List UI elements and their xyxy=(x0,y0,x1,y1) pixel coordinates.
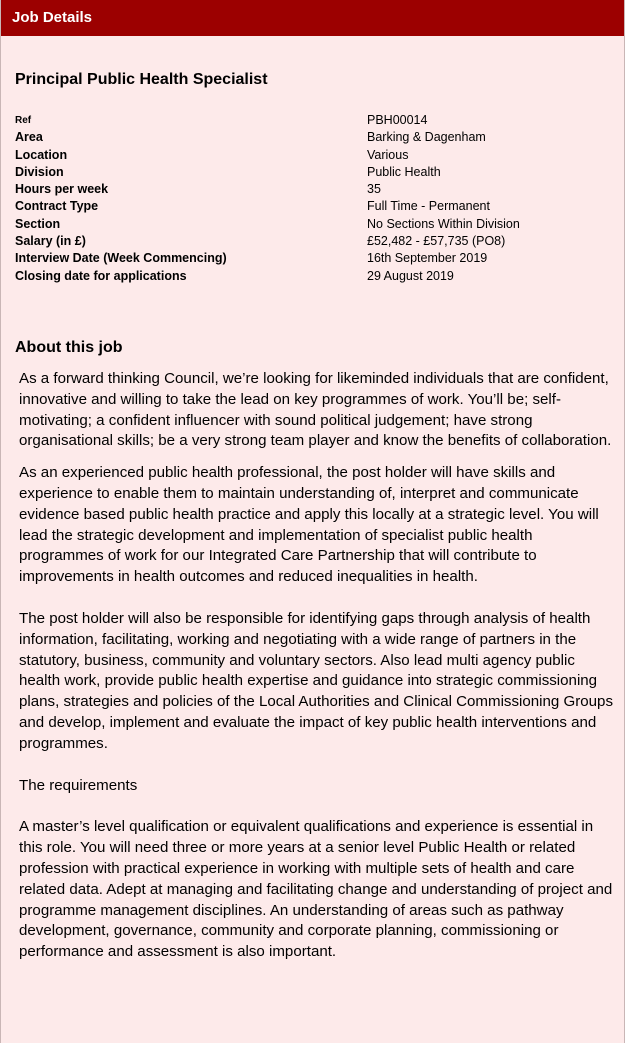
detail-row-contract-type xyxy=(1,198,624,215)
requirements-heading: The requirements xyxy=(19,776,138,794)
about-paragraph: The post holder will also be responsible for identifying gaps through analysis of health information, facilitating, working and negotiating with a wide range of partners in the statutory, business, community and voluntary sectors. Also lead multi agency public health work, provide public health expertise and guidance into strategic commissioning plans, strategies and policies of the Local Authorities and Clinical Commissioning Groups and develop, implement and evaluate the impact of key public health interventions and programmes. xyxy=(19,609,613,752)
detail-row-hours xyxy=(1,181,624,198)
detail-row-location xyxy=(1,147,624,164)
detail-label: Closing date for applications xyxy=(15,268,187,283)
detail-value: Barking & Dagenham xyxy=(367,130,486,145)
job-title: Principal Public Health Specialist xyxy=(15,71,268,88)
detail-row-division xyxy=(1,164,624,181)
detail-label: Location xyxy=(15,147,68,162)
detail-value: £52,482 - £57,735 (PO8) xyxy=(367,234,506,249)
detail-value: No Sections Within Division xyxy=(367,216,520,231)
detail-value: Various xyxy=(367,147,409,162)
detail-value: Full Time - Permanent xyxy=(367,199,490,214)
about-paragraph: As an experienced public health professional, the post holder will have skills and experience to enable them to maintain understanding of, interpret and communicate evidence based public health practice and apply this locally at a strategic level. You will lead the strategic development and implementation of specialist public health programmes of work for our Integrated Care Partnership that will contribute to improvements in health outcomes and reduced inequalities in health. xyxy=(19,464,599,586)
detail-value: Public Health xyxy=(367,164,441,179)
detail-label: Salary (in £) xyxy=(15,234,86,249)
panel-header: Job Details xyxy=(1,0,624,36)
detail-value: PBH00014 xyxy=(367,113,428,127)
detail-row-area xyxy=(1,129,624,146)
detail-value: 16th September 2019 xyxy=(367,251,488,266)
about-body xyxy=(19,369,616,963)
detail-label: Area xyxy=(15,130,43,145)
about-heading: About this job xyxy=(15,338,123,356)
detail-label: Division xyxy=(15,164,64,179)
about-paragraph: A master’s level qualification or equivalent qualifications and experience is essential in this role. You will need three or more years at a senior level Public Health or related profession with practical experience in working with multiple sets of health and care related data. Adept at managing and facilitating change and understanding of project and programme management disciplines. An understanding of areas such as pathway development, governance, community and corporate planning, commissioning or performance and assessment is also important. xyxy=(19,818,613,961)
detail-row-ref xyxy=(1,112,624,129)
detail-label: Section xyxy=(15,216,61,231)
detail-value: 29 August 2019 xyxy=(367,268,454,283)
detail-row-salary xyxy=(1,233,624,250)
detail-label: Interview Date (Week Commencing) xyxy=(15,251,227,266)
job-details-table xyxy=(1,112,624,285)
about-paragraph: As a forward thinking Council, we’re looking for likeminded individuals that are confident, innovative and willing to take the lead on key programmes of work. You’ll be; self-motivating; a confident influencer with sound political judgement; have strong organisational skills; be a very strong team player and know the benefits of collaboration. xyxy=(19,369,612,450)
detail-row-interview-date xyxy=(1,250,624,267)
detail-label: Contract Type xyxy=(15,199,99,214)
detail-row-section xyxy=(1,216,624,233)
detail-label: Hours per week xyxy=(15,182,109,197)
detail-label: Ref xyxy=(15,115,32,126)
detail-value: 35 xyxy=(367,182,381,197)
detail-row-closing-date xyxy=(1,268,624,285)
